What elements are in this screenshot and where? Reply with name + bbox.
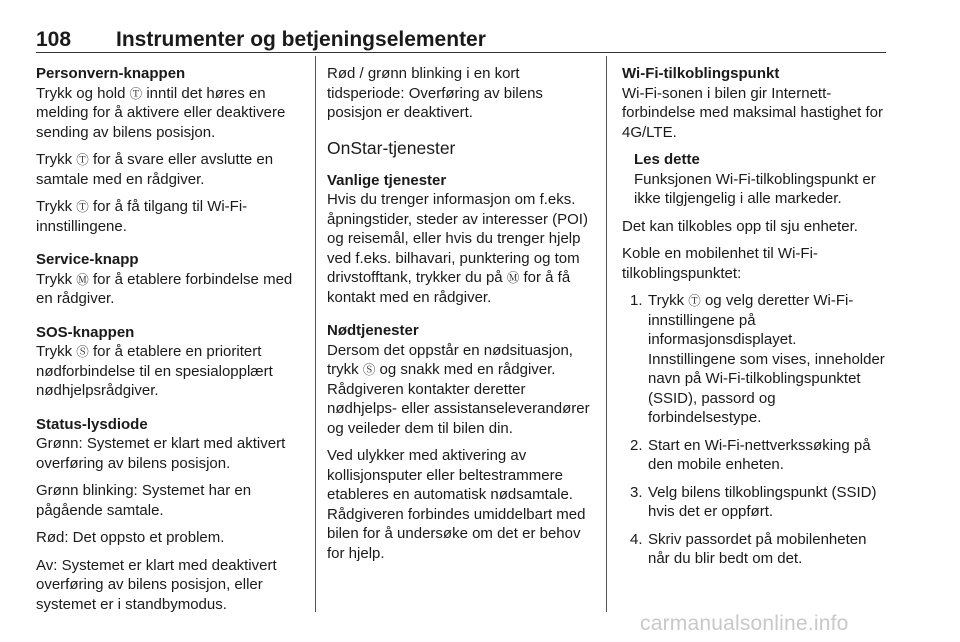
service-icon: Ⓜ — [506, 270, 520, 285]
column-divider-2 — [606, 56, 607, 612]
column-left — [36, 64, 304, 622]
phone-icon: Ⓣ — [129, 85, 143, 101]
page-header — [36, 28, 886, 52]
wifi-text-1: Wi-Fi-sonen i bilen gir Internett-forbindelse med maksimal hastighet for 4G/LTE. — [622, 84, 883, 141]
page-title: Instrumenter og betjeningselementer — [116, 28, 486, 51]
wifi-text-3: Koble en mobilenhet til Wi-Fi-tilkoblingspunktet: — [622, 245, 818, 282]
status-text-2: Grønn blinking: Systemet har en pågående samtale. — [36, 482, 252, 519]
privacy-text-3: Trykk Ⓣ for å få tilgang til Wi-Fi-innstillingene. — [36, 198, 248, 235]
service-text: Trykk Ⓜ for å etablere forbindelse med en rådgiver. — [36, 270, 293, 307]
sos-heading: SOS-knappen — [36, 323, 135, 341]
status-heading: Status-lysdiode — [36, 415, 148, 433]
privacy-text-2: Trykk Ⓣ for å svare eller avslutte en samtale med en rådgiver. — [36, 151, 274, 188]
service-heading: Service-knapp — [36, 251, 139, 268]
header-rule — [36, 52, 886, 53]
column-middle — [327, 64, 595, 571]
service-icon: Ⓜ — [76, 271, 89, 287]
steps-list — [622, 291, 888, 569]
regular-services-text: Hvis du trenger informasjon om f.eks. åpningstider, steder av interesser (POI) og reisemål, eller hvis du trenger hjelp ved f.eks. bilhavari, punktering og tom drivstofftank, trykker du på Ⓜ for å få kontakt med en rådgiver. — [327, 191, 588, 306]
note-box — [622, 150, 888, 209]
privacy-text-1: Trykk og hold Ⓣ inntil det høres en melding for å aktivere eller deaktivere sending av bilens posisjon. — [36, 84, 286, 141]
phone-icon: Ⓣ — [688, 293, 701, 308]
privacy-heading: Personvern-knappen — [36, 65, 186, 82]
onstar-heading: OnStar-tjenester — [327, 137, 456, 158]
column-divider-1 — [315, 56, 316, 612]
sos-text: Trykk Ⓢ for å etablere en prioritert nødforbindelse til en spesialopplært nødhjelpsrådgiver. — [36, 343, 273, 399]
status-text-1: Grønn: Systemet er klart med aktivert overføring av bilens posisjon. — [36, 435, 286, 472]
flash-text: Rød / grønn blinking i en kort tidsperiode: Overføring av bilens posisjon er deaktivert. — [327, 65, 543, 121]
sos-icon: Ⓢ — [362, 362, 376, 377]
phone-icon: Ⓣ — [76, 199, 89, 214]
note-title: Les dette — [634, 151, 700, 168]
list-item: 2. Start en Wi-Fi-nettverkssøking på den mobile enheten. — [630, 436, 871, 473]
status-text-4: Av: Systemet er klart med deaktivert overføring av bilens posisjon, eller systemet er i standbymodus. — [36, 556, 277, 613]
regular-services-heading: Vanlige tjenester — [327, 171, 447, 189]
list-item: 4. Skriv passordet på mobilenheten når du blir bedt om det. — [630, 530, 867, 567]
status-text-3: Rød: Det oppsto et problem. — [36, 529, 225, 546]
phone-icon: Ⓣ — [76, 152, 89, 167]
list-item: 3. Velg bilens tilkoblingspunkt (SSID) hvis det er oppført. — [630, 483, 877, 520]
sos-icon: Ⓢ — [76, 344, 89, 359]
column-right — [622, 64, 888, 577]
emergency-text-2: Ved ulykker med aktivering av kollisjonsputer eller beltestrammere etableres en automatisk nødsamtale. Rådgiveren forbindes umiddelbart med bilen for å undersøke om det er behov for hjelp. — [327, 447, 586, 562]
watermark: carmanualsonline.info — [640, 612, 849, 635]
page-number: 108 — [36, 28, 72, 51]
emergency-heading: Nødtjenester — [327, 322, 419, 339]
wifi-heading: Wi-Fi-tilkoblingspunkt — [622, 65, 780, 82]
wifi-text-2: Det kan tilkobles opp til sju enheter. — [622, 217, 858, 235]
list-item: 1. Trykk Ⓣ og velg deretter Wi-Fi-innstillingene på informasjonsdisplayet. Innstillingene som vises, inneholder navn på Wi-Fi-tilkoblingspunktet (SSID), passord og forbindelsestype. — [630, 292, 885, 426]
emergency-text-1: Dersom det oppstår en nødsituasjon, trykk Ⓢ og snakk med en rådgiver. Rådgiveren kontakter deretter nødhjelps- eller assistanseleverandører og veileder dem til bilen din. — [327, 341, 590, 437]
note-text: Funksjonen Wi-Fi-tilkoblingspunkt er ikke tilgjengelig i alle markeder. — [634, 170, 876, 207]
